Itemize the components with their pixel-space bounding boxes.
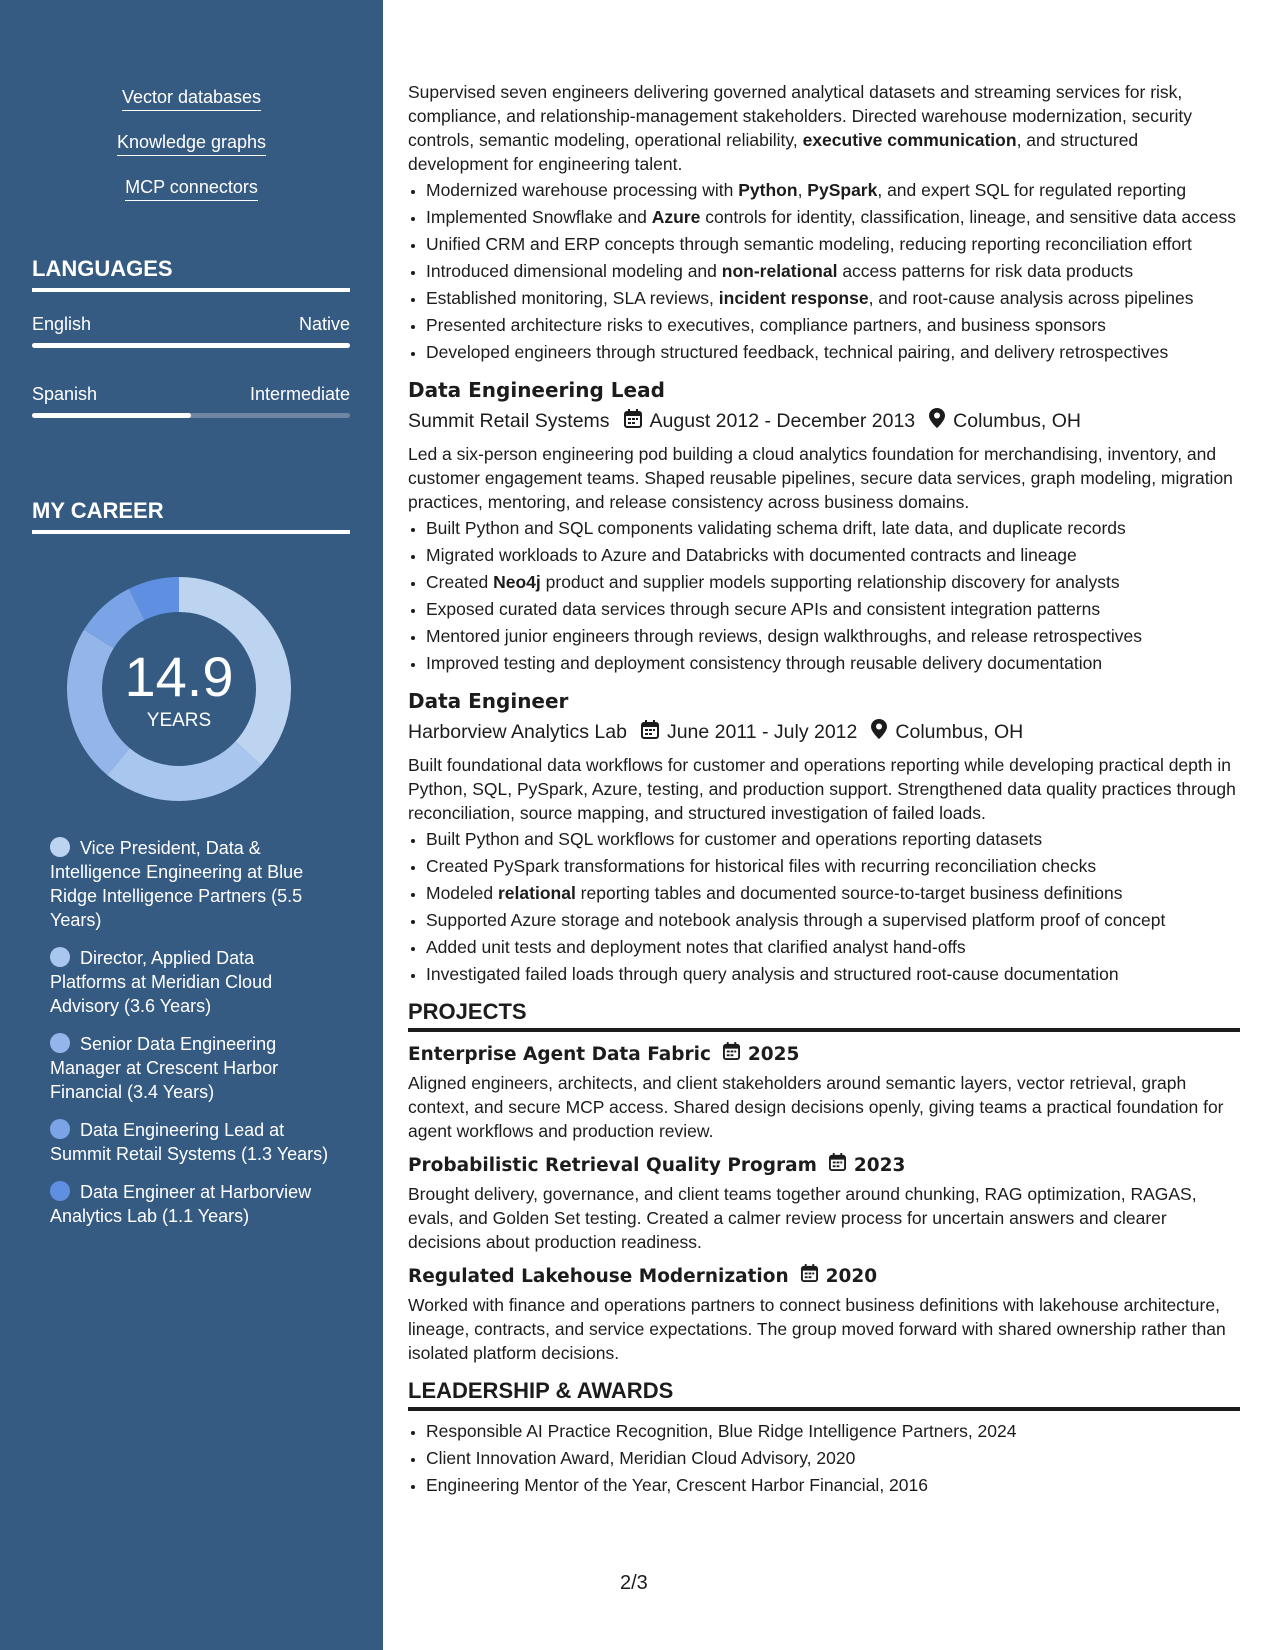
bullet-item: • Built Python and SQL components validating schema drift, late data, and duplicate records [426, 516, 1240, 540]
bullet-item: • Created Neo4j product and supplier models supporting relationship discovery for analysts [426, 570, 1240, 594]
skill-item: Vector databases [122, 86, 261, 111]
project-header [408, 1042, 1240, 1067]
job-location: Columbus, OH [895, 721, 1024, 743]
map-pin-icon [871, 719, 887, 745]
skill-item: MCP connectors [125, 176, 258, 201]
legend-dot-icon [50, 1033, 70, 1053]
calendar-icon [723, 1042, 740, 1067]
calendar-icon [641, 720, 659, 745]
project-title: Regulated Lakehouse Modernization [408, 1265, 789, 1287]
career-heading: MY CAREER [32, 498, 350, 534]
language-spanish [32, 384, 350, 418]
language-level: Native [298, 314, 350, 334]
language-level: Intermediate [249, 384, 350, 404]
language-proficiency-bar [32, 413, 350, 418]
bullet-item: • Supported Azure storage and notebook analysis through a supervised platform proof of concept [426, 908, 1240, 932]
career-legend-label: Data Engineering Lead at Summit Retail Systems (1.3 Years) [50, 1120, 329, 1164]
bullet-item: • Investigated failed loads through query analysis and structured root-cause documentation [426, 962, 1240, 986]
language-proficiency-bar [32, 343, 350, 348]
career-legend-item [50, 1180, 335, 1228]
language-proficiency-fill [32, 343, 350, 348]
award-item: • Responsible AI Practice Recognition, Blue Ridge Intelligence Partners, 2024 [426, 1419, 1240, 1443]
page-number: 2/3 [620, 1572, 648, 1594]
project-year: 2025 [747, 1043, 800, 1065]
project-year: 2023 [853, 1154, 906, 1176]
career-legend-label: Director, Applied Data Platforms at Meridian Cloud Advisory (3.6 Years) [50, 948, 273, 1016]
legend-dot-icon [50, 1119, 70, 1139]
calendar-icon [624, 409, 642, 434]
awards-heading: LEADERSHIP & AWARDS [408, 1379, 1240, 1411]
job-dates: June 2011 - July 2012 [666, 721, 858, 743]
bullet-item: • Presented architecture risks to executives, compliance partners, and business sponsors [426, 313, 1240, 337]
project-description: Worked with finance and operations partners to connect business definitions with lakehouse architecture, lineage, contracts, and service expectations. The group moved forward with shared ownership rather than isolated platform decisions. [408, 1295, 1226, 1363]
language-english [32, 314, 350, 348]
bullet-item: • Modeled relational reporting tables and documented source-to-target business definitions [426, 881, 1240, 905]
donut-segment [67, 630, 130, 775]
bullet-item: • Created PySpark transformations for historical files with recurring reconciliation checks [426, 854, 1240, 878]
job-location: Columbus, OH [953, 410, 1082, 432]
intro-experience [408, 80, 1240, 364]
job-entry [408, 378, 1240, 675]
job-summary: Led a six-person engineering pod building a cloud analytics foundation for merchandising, inventory, and customer engagement teams. Shaped reusable pipelines, secure data services, graph modeling, migration practices, mentoring, and release consistency across business domains. [408, 444, 1233, 512]
job-title: Data Engineering Lead [408, 378, 665, 402]
project-entry [408, 1153, 1240, 1254]
bullet-item: • Mentored junior engineers through reviews, design walkthroughs, and release retrospectives [426, 624, 1240, 648]
job-title: Data Engineer [408, 689, 569, 713]
project-entry [408, 1042, 1240, 1143]
bullet-item: • Improved testing and deployment consistency through reusable delivery documentation [426, 651, 1240, 675]
bullet-item: • Developed engineers through structured feedback, technical pairing, and delivery retrospectives [426, 340, 1240, 364]
legend-dot-icon [50, 837, 70, 857]
job-bullets [408, 516, 1240, 675]
experience-bullets [408, 178, 1240, 364]
job-bullets [408, 827, 1240, 986]
career-legend-label: Data Engineer at Harborview Analytics Lab (1.1 Years) [50, 1182, 312, 1226]
job-meta [408, 719, 1240, 745]
bullet-item: • Unified CRM and ERP concepts through semantic modeling, reducing reporting reconciliation effort [426, 232, 1240, 256]
project-title: Probabilistic Retrieval Quality Program [408, 1154, 817, 1176]
project-entry [408, 1264, 1240, 1365]
bullet-item: • Introduced dimensional modeling and non-relational access patterns for risk data products [426, 259, 1240, 283]
bullet-item: • Built Python and SQL workflows for customer and operations reporting datasets [426, 827, 1240, 851]
calendar-icon [829, 1153, 846, 1178]
bullet-item: • Modernized warehouse processing with Python, PySpark, and expert SQL for regulated reporting [426, 178, 1240, 202]
career-legend-item [50, 946, 335, 1018]
language-name: Spanish [32, 384, 98, 404]
career-total-years: 14.9 [124, 645, 234, 708]
bullet-item: • Added unit tests and deployment notes that clarified analyst hand-offs [426, 935, 1240, 959]
legend-dot-icon [50, 1181, 70, 1201]
job-dates: August 2012 - December 2013 [649, 410, 916, 432]
career-legend-item [50, 836, 335, 932]
languages-heading: LANGUAGES [32, 256, 350, 292]
language-name: English [32, 314, 92, 334]
job-summary: Built foundational data workflows for customer and operations reporting while developing practical depth in Python, SQL, PySpark, Azure, testing, and production support. Strengthened data quality practices through reconciliation, source mapping, and structured investigation of failed loads. [408, 755, 1236, 823]
skills-list [0, 86, 383, 221]
career-donut-chart [64, 574, 294, 804]
main-content [408, 80, 1240, 1500]
project-description: Aligned engineers, architects, and client stakeholders around semantic layers, vector retrieval, graph context, and secure MCP access. Shared design decisions openly, giving teams a practical foundation for agent workflows and production review. [408, 1073, 1224, 1141]
skill-item: Knowledge graphs [117, 131, 266, 156]
award-item: • Engineering Mentor of the Year, Crescent Harbor Financial, 2016 [426, 1473, 1240, 1497]
awards-list [408, 1419, 1240, 1497]
projects-heading: PROJECTS [408, 1000, 1240, 1032]
project-description: Brought delivery, governance, and client teams together around chunking, RAG optimization, RAGAS, evals, and Golden Set testing. Created a calmer review process for uncertain answers and clearer decisions about production readiness. [408, 1184, 1197, 1252]
career-total-unit: YEARS [146, 710, 212, 731]
bullet-item: • Implemented Snowflake and Azure controls for identity, classification, lineage, and sensitive data access [426, 205, 1240, 229]
job-entry [408, 689, 1240, 986]
project-title: Enterprise Agent Data Fabric [408, 1043, 711, 1065]
experience-summary: Supervised seven engineers delivering governed analytical datasets and streaming services for risk, compliance, and relationship-management stakeholders. Directed warehouse modernization, security controls, semantic modeling, operational reliability, executive communication, and structured development for engineering talent. [408, 82, 1193, 174]
job-company: Harborview Analytics Lab [408, 721, 627, 743]
career-legend-item [50, 1032, 335, 1104]
project-header [408, 1264, 1240, 1289]
bullet-item: • Exposed curated data services through secure APIs and consistent integration patterns [426, 597, 1240, 621]
project-year: 2020 [825, 1265, 878, 1287]
job-company: Summit Retail Systems [408, 410, 610, 432]
language-proficiency-fill [32, 413, 191, 418]
bullet-item: • Migrated workloads to Azure and Databricks with documented contracts and lineage [426, 543, 1240, 567]
map-pin-icon [929, 408, 945, 434]
bullet-item: • Established monitoring, SLA reviews, incident response, and root-cause analysis across pipelines [426, 286, 1240, 310]
career-legend-item [50, 1118, 335, 1166]
career-legend-label: Senior Data Engineering Manager at Crescent Harbor Financial (3.4 Years) [50, 1034, 279, 1102]
job-meta [408, 408, 1240, 434]
donut-segment [107, 741, 261, 801]
calendar-icon [801, 1264, 818, 1289]
career-legend-label: Vice President, Data & Intelligence Engineering at Blue Ridge Intelligence Partners (5.5 Years) [50, 838, 304, 930]
career-legend [50, 836, 335, 1242]
sidebar [0, 0, 383, 1650]
award-item: • Client Innovation Award, Meridian Cloud Advisory, 2020 [426, 1446, 1240, 1470]
legend-dot-icon [50, 947, 70, 967]
project-header [408, 1153, 1240, 1178]
